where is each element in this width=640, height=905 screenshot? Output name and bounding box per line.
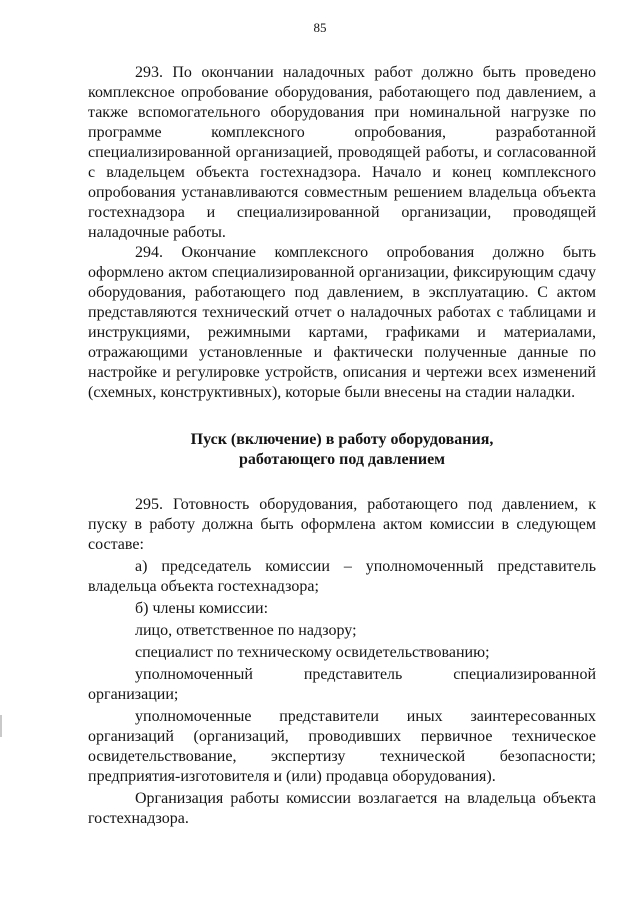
paragraph-commission-organization: Организация работы комиссии возлагается на владельца объекта гостехнадзора. <box>88 790 596 827</box>
scan-edge-mark <box>0 715 2 737</box>
list-item-members-heading: б) члены комиссии: <box>135 600 269 617</box>
paragraph-293: 293. По окончании наладочных работ должно быть проведено комплексное опробование оборудования, работающего под давлением, а также вспомогательного оборудования при номинальной нагрузке по программе комплексного опробования, разработанной специализированной организацией, проводящей работы, и согласованной с владельцем объекта гостехнадзора. Начало и конец комплексного опробования устанавливаются совместным решением владельца объекта гостехнадзора и специализированной организации, проводящей наладочные работы. <box>88 64 596 241</box>
page-number: 85 <box>313 20 327 35</box>
section-heading-line-2: работающего под давлением <box>238 451 446 468</box>
paragraph-294: 294. Окончание комплексного опробования должно быть оформлено актом специализированной организации, фиксирующим сдачу оборудования, работающего под давлением, в эксплуатацию. С актом представляются технический отчет о наладочных работах с таблицами и инструкциями, режимными картами, графиками и материалами, отражающими установленные и фактически полученные данные по настройке и регулировке устройств, описания и чертежи всех изменений (схемных, конструктивных), которые были внесены на стадии наладки. <box>88 244 596 401</box>
list-item-supervisor: лицо, ответственное по надзору; <box>135 622 357 639</box>
list-item-specialized-org-rep: уполномоченный представитель специализированной организации; <box>88 666 596 703</box>
section-heading-line-1: Пуск (включение) в работу оборудования, <box>190 431 494 448</box>
list-item-inspection-specialist: специалист по техническому освидетельствованию; <box>135 644 490 661</box>
section-heading <box>88 430 596 470</box>
list-item-chairman: а) председатель комиссии – уполномоченный представитель владельца объекта гостехнадзора; <box>88 558 596 595</box>
page-content <box>88 63 596 829</box>
paragraph-295: 295. Готовность оборудования, работающего под давлением, к пуску в работу должна быть оформлена актом комиссии в следующем составе: <box>88 496 596 553</box>
list-item-other-orgs-reps: уполномоченные представители иных заинтересованных организаций (организаций, проводивших первичное техническое освидетельствование, экспертизу технической безопасности; предприятия-изготовителя и (или) продавца оборудования). <box>88 708 596 785</box>
